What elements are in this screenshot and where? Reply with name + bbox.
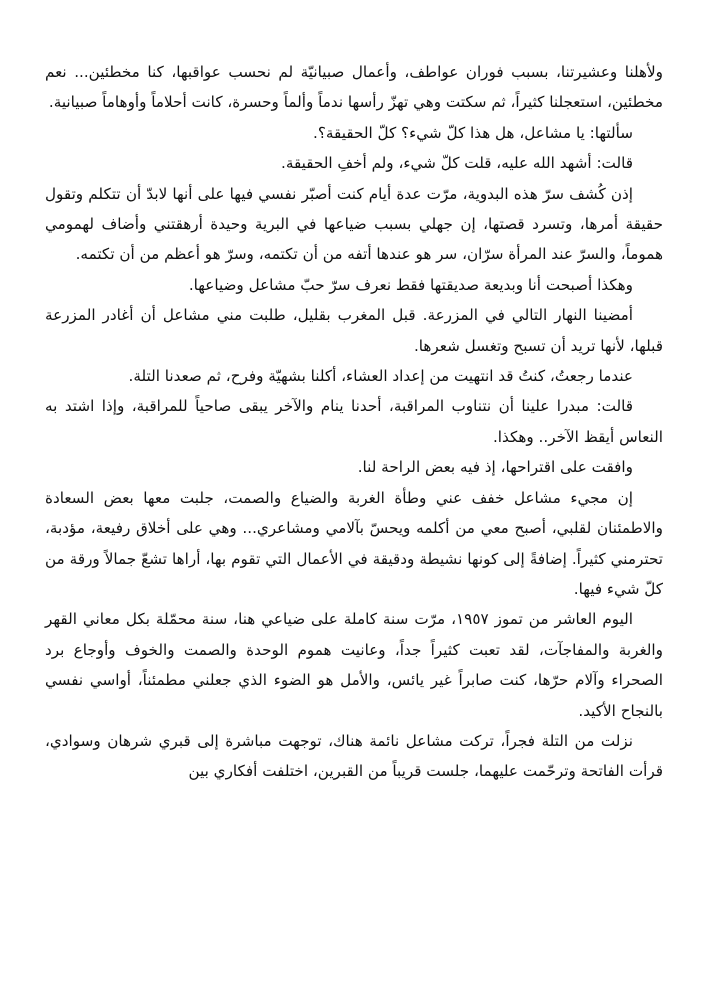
paragraph: ولأهلنا وعشيرتنا، بسبب فوران عواطف، وأعمال صبيانيّة لم نحسب عواقبها، كنا مخطئين... نعم مخطئين، استعجلنا كثيراً، ثم سكتت وهي تهزّ رأسها ندماً وألماً وحسرة، كانت أحلاماً وأوهاماً صبيانية. [45, 63, 663, 112]
paragraph: سألتها: يا مشاعل، هل هذا كلّ شيء؟ كلّ الحقيقة؟. [313, 123, 633, 142]
paragraph: أمضينا النهار التالي في المزرعة. قبل المغرب بقليل، طلبت مني مشاعل أن أغادر المزرعة قبلها، لأنها تريد أن تسبح وتغسل شعرها. [45, 306, 663, 355]
paragraph: وهكذا أصبحت أنا وبديعة صديقتها فقط نعرف سرّ حبّ مشاعل وضياعها. [188, 275, 633, 294]
paragraph: عندما رجعتُ، كنتُ قد انتهيت من إعداد العشاء، أكلنا بشهيّة وفرح، ثم صعدنا التلة. [128, 367, 633, 386]
document-page [45, 57, 663, 787]
paragraph: إن مجيء مشاعل خفف عني وطأة الغربة والضياع والصمت، جلبت معها بعض السعادة والاطمئنان لقلبي، أصبح معي من أكلمه ويحسّ بآلامي ومشاعري... وهي على أخلاق رفيعة، مؤدبة، تحترمني كثيراً. إضافةً إلى كونها نشيطة ودقيقة في الأعمال التي تقوم بها، أراها تشعّ جمالاً ورقة من كلّ شيء فيها. [45, 488, 663, 598]
paragraph: إذن كُشف سرّ هذه البدوية، مرّت عدة أيام كنت أصبّر نفسي فيها على أنها لابدّ أن تتكلم وتقول حقيقة أمرها، وتسرد قصتها، إن جهلي بسبب ضياعها في البرية وحيدة أرهقتني وأضاف لهمومي هموماً، والسرّ عند المرأة سرّان، سر هو عندها أتفه من أن تكتمه، وسرّ هو أعظم من أن تكتمه. [45, 184, 663, 264]
paragraph: نزلت من التلة فجراً، تركت مشاعل نائمة هناك، توجهت مباشرة إلى قبري شرهان وسوادي، قرأت الفاتحة وترحّمت عليهما، جلست قريباً من القبرين، اختلفت أفكاري بين [45, 731, 663, 781]
paragraph: اليوم العاشر من تموز ١٩٥٧، مرّت سنة كاملة على ضياعي هنا، سنة محمّلة بكل معاني القهر والغربة والمفاجآت، لقد تعبت كثيراً جداً، وعانيت هموم الوحدة والصمت والخوف وأوجاع برد الصحراء وآلام حرّها، كنت صابراً غير يائس، والأمل هو الضوء الذي جعلني مطمئناً، أواسي نفسي بالنجاح الأكيد. [45, 610, 663, 720]
paragraph: قالت: أشهد الله عليه، قلت كلّ شيء، ولم أخفِ الحقيقة. [281, 154, 633, 173]
paragraph: قالت: مبدرا علينا أن نتناوب المراقبة، أحدنا ينام والآخر يبقى صاحياً للمراقبة، وإذا اشتد به النعاس أيقظ الآخر.. وهكذا. [45, 397, 663, 446]
paragraph: وافقت على اقتراحها، إذ فيه بعض الراحة لنا. [357, 458, 633, 477]
